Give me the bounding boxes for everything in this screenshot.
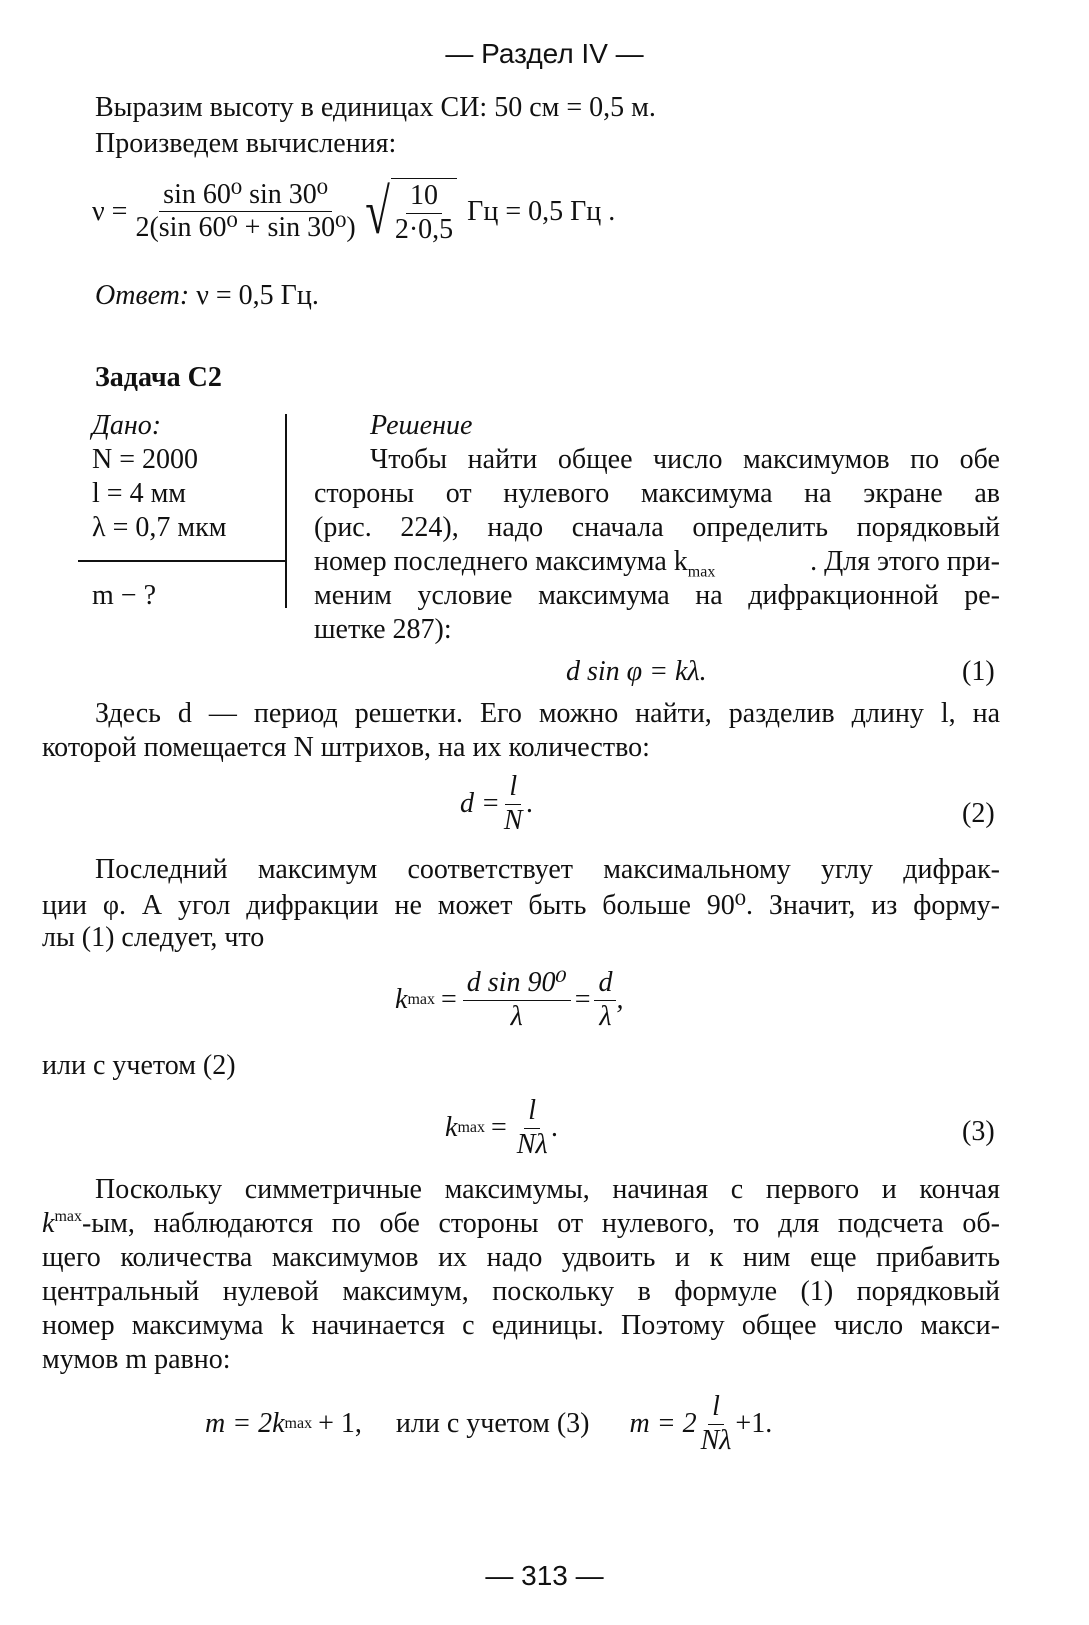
- formula-nu: [92, 175, 616, 247]
- sqrt-icon: √: [364, 175, 390, 247]
- para4-line-2-k: k: [42, 1208, 55, 1239]
- formula-nu-radical: [360, 175, 457, 247]
- equation-kmax-eq-2: =: [574, 984, 591, 1016]
- task-title: Задача С2: [95, 362, 222, 393]
- equation-3-tail: .: [551, 1112, 559, 1144]
- para3-line-2: ции φ. А угол дифракции не может быть больше 90⁰. Значит, из форму-: [42, 890, 1000, 921]
- given-divider: [78, 560, 286, 562]
- equation-3-denominator: Nλ: [516, 1128, 548, 1160]
- answer: [95, 280, 319, 312]
- para2-line-2: которой помещается N штрихов, на их количество:: [42, 732, 650, 763]
- equation-kmax: [395, 968, 623, 1033]
- equation-final-numerator: l: [708, 1392, 724, 1425]
- with-eq2-text: или с учетом (2): [42, 1050, 236, 1081]
- solution-line-4-text: номер последнего максимума k: [314, 546, 688, 577]
- intro-line-2: Произведем вычисления:: [95, 128, 397, 159]
- intro-line-1: Выразим высоту в единицах СИ: 50 см = 0,5 м.: [95, 92, 656, 123]
- para4-line-3: щего количества максимумов их надо удвоить и к ним еще прибавить: [42, 1242, 1000, 1273]
- para4-line-2-tail: -ым, наблюдаются по обе стороны от нулевого, то для подсчета об-: [81, 1208, 1000, 1239]
- equation-1: d sin φ = kλ.: [566, 656, 707, 687]
- para2-line-1: Здесь d — период решетки. Его можно найти, разделив длину l, на: [95, 698, 1000, 729]
- equation-final-lhs: m = 2k: [205, 1408, 285, 1440]
- para4-line-5: номер максимума k начинается с единицы. Поэтому общее число макси-: [42, 1310, 1000, 1341]
- equation-3: [445, 1096, 559, 1161]
- solution-line-6: шетке 287):: [314, 614, 452, 645]
- equation-kmax-numerator-2: d: [594, 968, 616, 1001]
- equation-kmax-fraction-1: [463, 968, 571, 1033]
- equation-2-tail: .: [526, 788, 534, 820]
- formula-nu-denominator: 2(sin 60⁰ + sin 30⁰): [135, 212, 356, 244]
- given-item-n: N = 2000: [92, 444, 199, 475]
- equation-final-tail-1: + 1,: [318, 1408, 362, 1440]
- given-item-lambda: λ = 0,7 мкм: [92, 512, 227, 543]
- equation-kmax-fraction-2: [594, 968, 616, 1033]
- equation-kmax-denominator-2: λ: [599, 1000, 612, 1032]
- equation-final-fraction: [697, 1392, 736, 1457]
- formula-nu-rad-denominator: 2·0,5: [394, 213, 454, 245]
- equation-3-label: (3): [962, 1116, 995, 1147]
- equation-2-fraction: [500, 772, 527, 837]
- answer-value: ν = 0,5 Гц.: [196, 280, 319, 311]
- solution-line-3: (рис. 224), надо сначала определить порядковый: [314, 512, 1000, 543]
- solution-line-4-tail: . Для этого при-: [810, 546, 1000, 577]
- solution-line-4-sub: max: [687, 563, 716, 581]
- equation-3-eq: =: [490, 1112, 507, 1144]
- equation-1-label: (1): [962, 656, 995, 687]
- solution-line-5: меним условие максимума на дифракционной ре-: [314, 580, 1000, 611]
- equation-kmax-denominator-1: λ: [510, 1000, 523, 1032]
- given-item-l: l = 4 мм: [92, 478, 187, 509]
- solution-label: Решение: [370, 410, 473, 441]
- given-label: Дано:: [92, 410, 162, 441]
- solution-line-1: Чтобы найти общее число максимумов по обе: [370, 444, 1000, 475]
- given-find: m − ?: [92, 580, 156, 611]
- para4-line-2: [42, 1208, 1000, 1240]
- equation-final-tail-2: +1.: [735, 1408, 773, 1440]
- formula-nu-rad-numerator: 10: [406, 181, 442, 214]
- formula-nu-fraction: [131, 180, 359, 245]
- equation-kmax-k: k: [395, 984, 408, 1016]
- equation-3-k: k: [445, 1112, 458, 1144]
- equation-3-numerator: l: [524, 1096, 540, 1129]
- formula-nu-numerator: sin 60⁰ sin 30⁰: [159, 180, 332, 213]
- page-number: — 313 —: [485, 1560, 604, 1591]
- para3-line-3: лы (1) следует, что: [42, 922, 265, 953]
- page-header: — Раздел IV —: [445, 38, 644, 69]
- equation-final-sub: max: [284, 1415, 313, 1433]
- equation-kmax-numerator-1: d sin 90⁰: [463, 968, 571, 1001]
- equation-final-denominator: Nλ: [700, 1424, 732, 1456]
- equation-2: [460, 772, 534, 837]
- given-separator: [285, 414, 287, 608]
- equation-2-lhs: d =: [460, 788, 500, 820]
- para3-line-1: Последний максимум соответствует максимальному углу дифрак-: [95, 854, 1000, 885]
- equation-kmax-eq: =: [440, 984, 457, 1016]
- solution-line-4: [314, 546, 1000, 582]
- para4-line-6: мумов m равно:: [42, 1344, 231, 1375]
- equation-kmax-sub: max: [407, 991, 435, 1009]
- equation-2-numerator: l: [505, 772, 521, 805]
- equation-2-denominator: N: [503, 804, 523, 836]
- equation-kmax-tail: ,: [616, 984, 624, 1016]
- equation-2-label: (2): [962, 798, 995, 829]
- formula-nu-tail: Гц = 0,5 Гц .: [467, 195, 616, 227]
- para4-line-1: Поскольку симметричные максимумы, начиная с первого и кончая: [95, 1174, 1000, 1205]
- equation-final-lhs-2: m = 2: [629, 1408, 697, 1440]
- answer-label: Ответ:: [95, 280, 190, 311]
- equation-final: [205, 1392, 772, 1457]
- formula-nu-lhs: ν =: [92, 195, 128, 227]
- para4-line-4: центральный нулевой максимум, поскольку в формуле (1) порядковый: [42, 1276, 1000, 1307]
- solution-line-2: стороны от нулевого максимума на экране ав: [314, 478, 1000, 509]
- equation-3-fraction: [513, 1096, 552, 1161]
- equation-3-sub: max: [457, 1119, 485, 1137]
- para4-line-2-sub: max: [54, 1208, 82, 1225]
- equation-final-middle: или с учетом (3): [395, 1408, 590, 1440]
